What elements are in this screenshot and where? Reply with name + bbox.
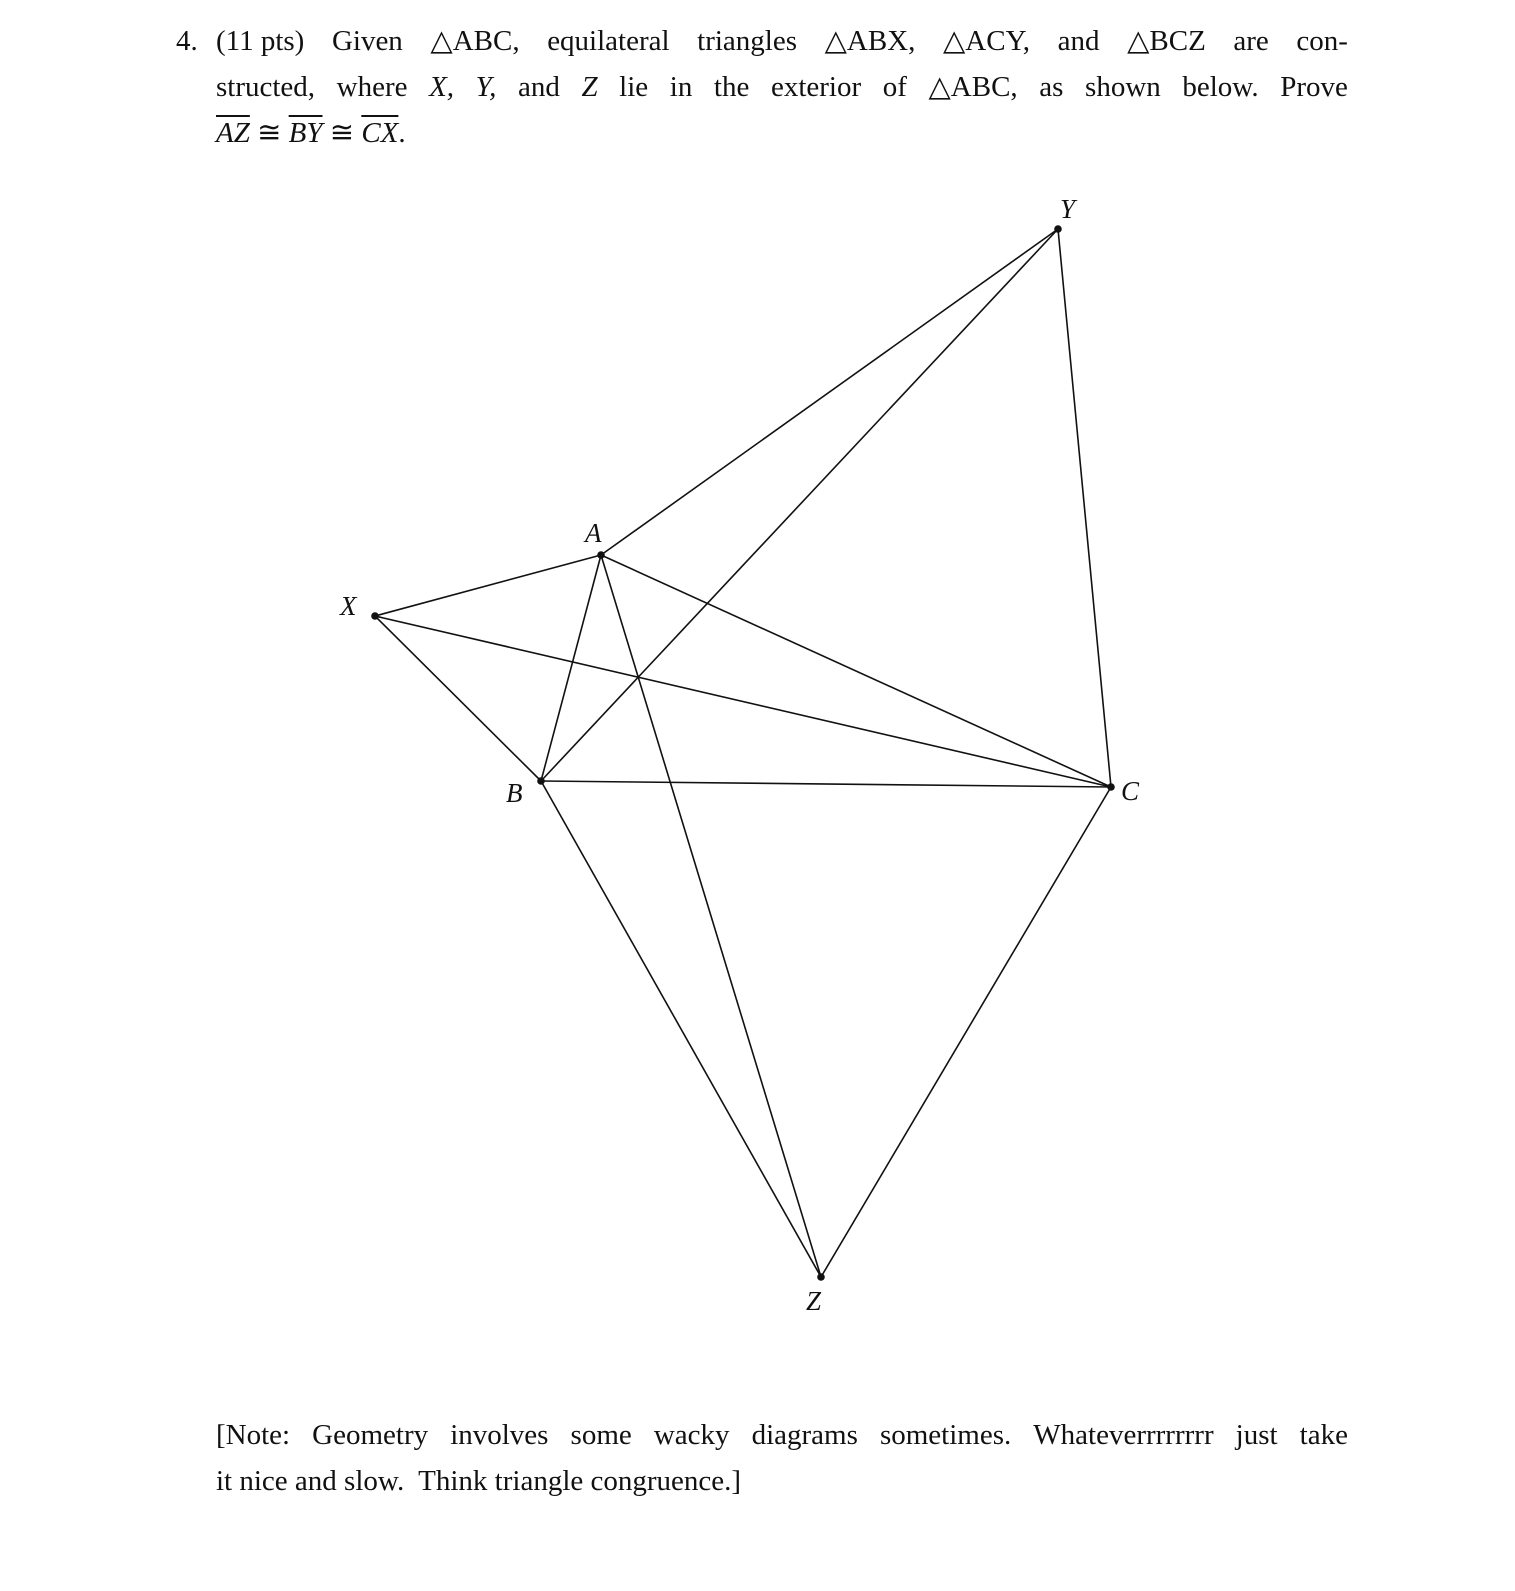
word: are — [1233, 25, 1269, 57]
point-c-dot — [1107, 783, 1115, 791]
word: just — [1235, 1419, 1278, 1451]
word: equilateral — [547, 25, 670, 57]
congruent-symbol: ≅ — [322, 117, 362, 149]
segment-by-line — [541, 229, 1058, 781]
word: Prove — [1280, 71, 1348, 103]
point-label-a: A — [585, 518, 602, 548]
word: below. — [1182, 71, 1259, 103]
word: Whateverrrrrrrr — [1033, 1419, 1214, 1451]
segment-cx: $\overline{CX}$ — [361, 117, 399, 149]
word: in — [669, 71, 693, 103]
point-label-z: Z — [806, 1286, 822, 1316]
point-label-x: X — [340, 591, 357, 621]
word: sometimes. — [879, 1419, 1012, 1451]
word: Z — [581, 71, 598, 103]
problem-points: (11 pts) — [216, 25, 305, 57]
word: structed, — [216, 71, 316, 103]
word: triangles — [697, 25, 798, 57]
word: exterior — [770, 71, 862, 103]
word: where — [336, 71, 408, 103]
segment-bz — [541, 781, 821, 1277]
period: . — [398, 117, 406, 149]
point-label-c: C — [1121, 776, 1140, 806]
word: Geometry — [312, 1419, 429, 1451]
segment-az: $\overline{AZ}$ — [216, 117, 250, 149]
word: lie — [619, 71, 649, 103]
word: the — [713, 71, 750, 103]
point-x-dot — [371, 612, 379, 620]
word: diagrams — [751, 1419, 858, 1451]
word: and — [517, 71, 560, 103]
word: [Note: — [216, 1419, 291, 1451]
word: X, — [429, 71, 455, 103]
congruent-symbol: ≅ — [249, 117, 289, 149]
word: △BCZ — [1127, 25, 1206, 57]
word: con- — [1296, 25, 1348, 57]
segment-az-line — [601, 555, 821, 1277]
word: take — [1299, 1419, 1348, 1451]
segment-bx — [375, 616, 541, 781]
point-label-y: Y — [1060, 194, 1076, 224]
problem-number: 4. — [176, 25, 198, 57]
segment-ab — [541, 555, 601, 781]
word: △ABC, — [430, 25, 520, 57]
word: △ABX, — [824, 25, 916, 57]
word: Given — [331, 25, 403, 57]
word: involves — [450, 1419, 549, 1451]
segment-ay — [601, 229, 1058, 555]
word: △ABC, — [928, 71, 1018, 103]
point-b-dot — [537, 777, 545, 785]
segment-cx-line — [375, 616, 1111, 787]
word: of — [882, 71, 907, 103]
segment-cz — [821, 787, 1111, 1277]
word: some — [570, 1419, 632, 1451]
point-y-dot — [1054, 225, 1062, 233]
word: shown — [1085, 71, 1161, 103]
word: as — [1039, 71, 1064, 103]
segment-ac — [601, 555, 1111, 787]
word: wacky — [653, 1419, 730, 1451]
word: Y, — [475, 71, 497, 103]
segment-bc — [541, 781, 1111, 787]
segment-by: $\overline{BY}$ — [288, 117, 323, 149]
word: △ACY, — [942, 25, 1031, 57]
point-a-dot — [597, 551, 605, 559]
segment-ax — [375, 555, 601, 616]
segment-cy — [1058, 229, 1111, 787]
word: and — [1057, 25, 1100, 57]
note-line-2: it nice and slow. Think triangle congruence.] — [216, 1465, 742, 1497]
point-label-b: B — [506, 778, 523, 808]
note-line-1 — [216, 1412, 1348, 1458]
point-z-dot — [817, 1273, 825, 1281]
note — [216, 1412, 1348, 1504]
